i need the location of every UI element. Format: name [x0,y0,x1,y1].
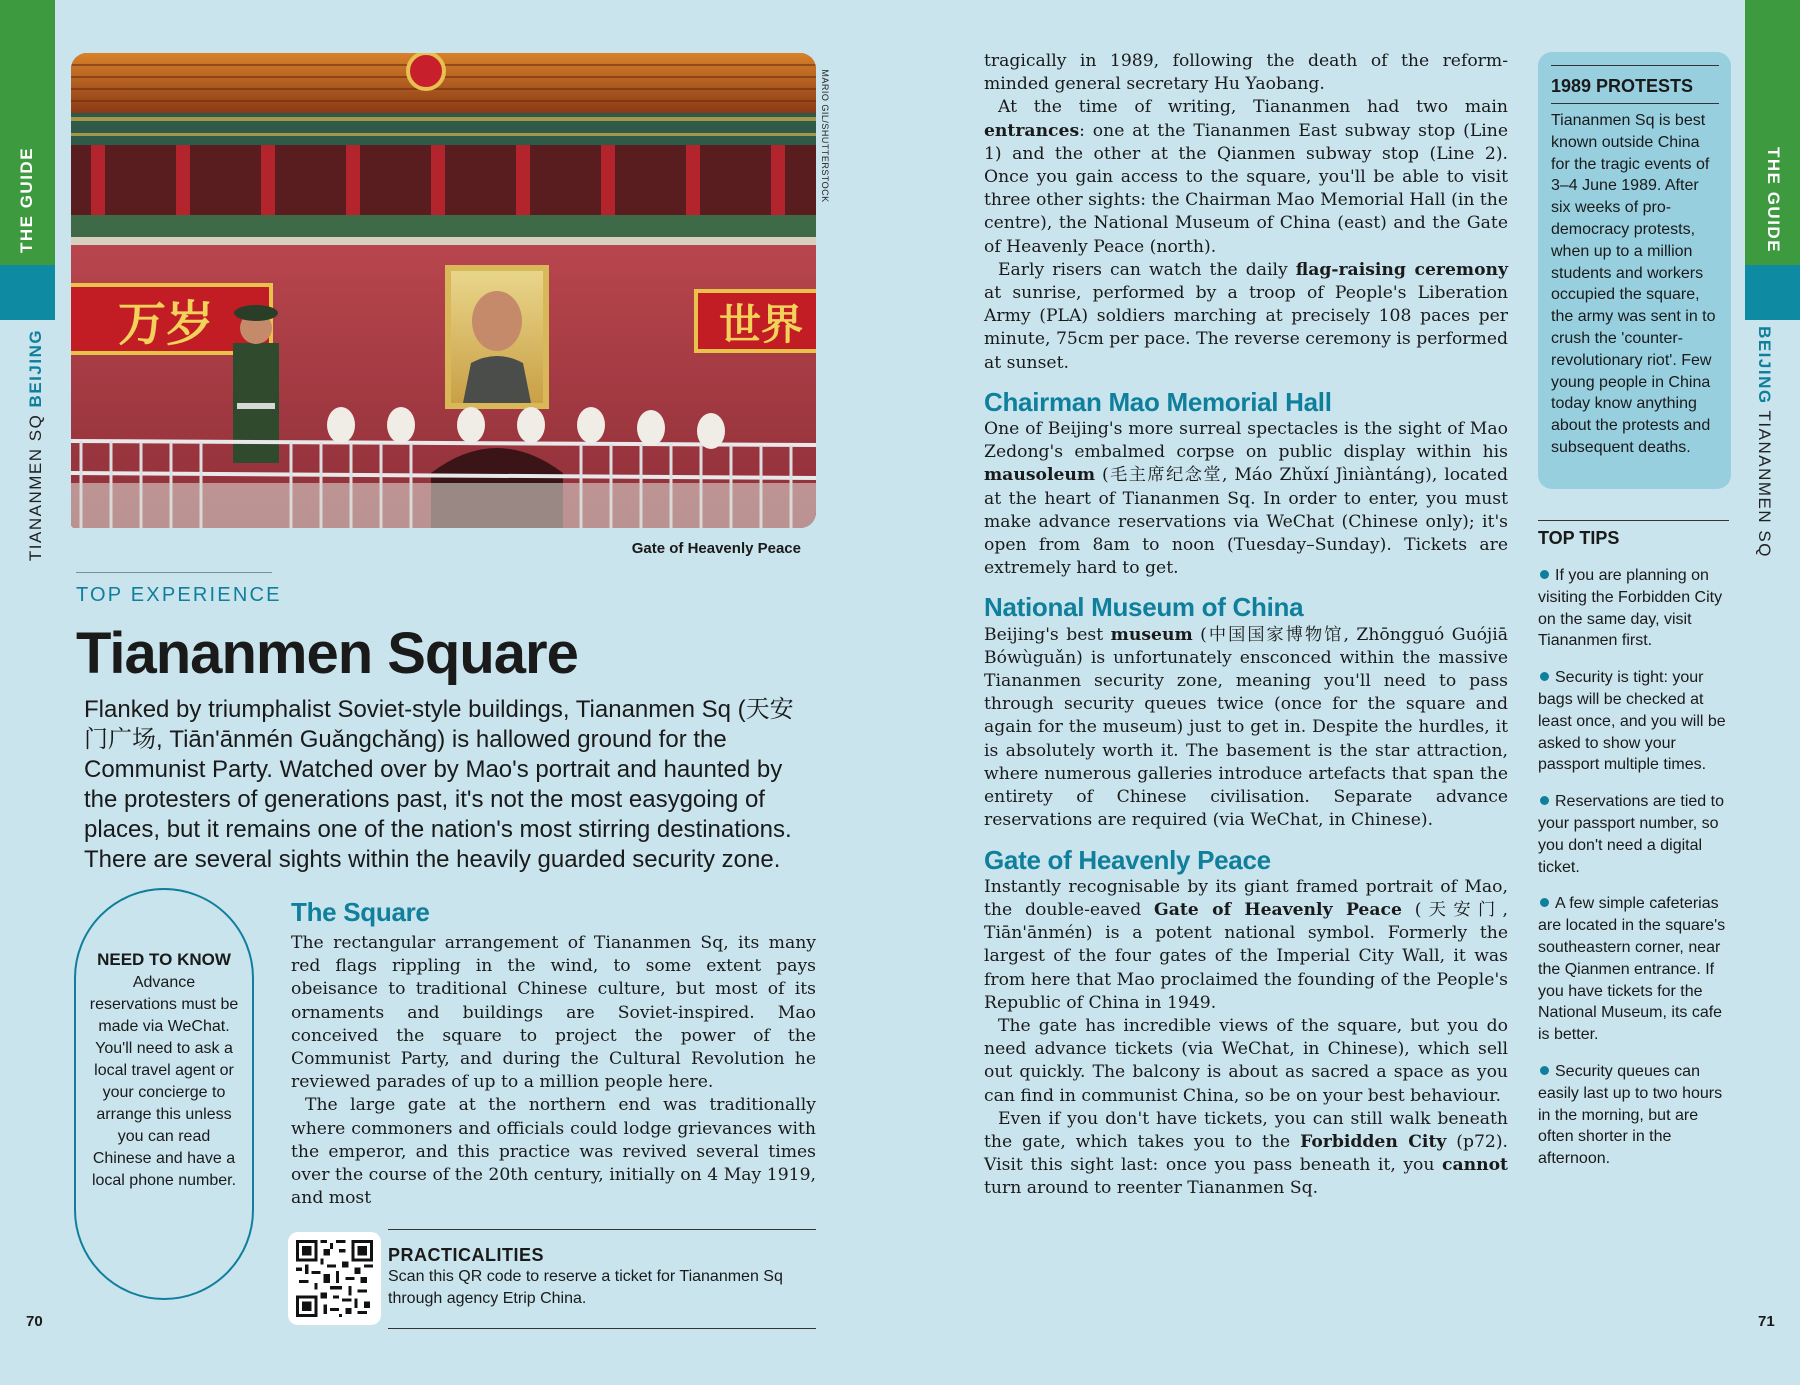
right-guide-label: THE GUIDE [1764,146,1783,254]
flag-raising-paragraph: Early risers can watch the daily flag-raising ceremony at sunrise, performed by a troop of People's Liberation Army (PLA) soldiers marching at precisely 108 paces per minute, 75cm per pace. The reverse ceremony is performed at sunset. [984,259,1509,373]
protests-heading: 1989 PROTESTS [1551,65,1719,104]
square-section [291,897,816,1210]
practicalities-heading: PRACTICALITIES [388,1245,545,1265]
flag-raising-bold: flag-raising ceremony [1295,259,1509,280]
top-tips-list [1538,565,1733,1185]
tip-item: Security is tight: your bags will be checked at least once, and you will be asked to show your passport multiple times. [1538,669,1726,774]
museum-paragraph: Beijing's best museum (中国国家博物馆, Zhōngguó Guójiā Bówùguǎn) is unfortunately ensconced within the massive Tiananmen security zone, meaning you'll need to pass through security queues twice (once for the square and again for the museum) just to get in. Despite the hurdles, it is absolutely worth it. The basement is the star attraction, where numerous galleries introduce artefacts that span the entirety of Chinese civilisation. Separate advance reservations are required (via WeChat, in Chinese). [984,624,1508,831]
need-to-know-body: Advance reservations must be made via WeChat. You'll need to ask a local travel agent or your concierge to arrange this unless you can read Chinese and have a local phone number. [89,974,239,1189]
tip-item: If you are planning on visiting the Forbidden City on the same day, visit Tiananmen first. [1538,567,1723,650]
bullet-icon [1540,672,1549,681]
gate-paragraph-1: Instantly recognisable by its giant framed portrait of Mao, the double-eaved Gate of Heavenly Peace (天安门, Tiān'ānmén) is a potent national symbol. Formerly the largest of the four gates of the Imperial City Wall, it was from here that Mao proclaimed the founding of the People's Republic of China in 1949. [984,876,1508,1013]
right-section-tab [1745,265,1800,320]
bullet-icon [1540,570,1549,579]
cannot-bold: cannot [1442,1155,1508,1176]
page-title: Tiananmen Square [76,621,578,686]
tip-item: A few simple cafeterias are located in the square's southeastern corner, near the Qianmen entrance. If you have tickets for the National Museum, its cafe is better. [1538,895,1726,1044]
right-section-label: TIANANMEN SQ [1755,410,1774,558]
kicker-rule [76,572,272,573]
gate-bold: Gate of Heavenly Peace [1154,899,1402,920]
left-guide-tab [0,0,55,265]
mao-hall-heading: Chairman Mao Memorial Hall [984,386,1332,417]
right-city-label: BEIJING [1755,326,1774,405]
intro-paragraph: Flanked by triumphalist Soviet-style buildings, Tiananmen Sq (天安门广场, Tiān'ānmén Guǎngchǎng) is hallowed ground for the Communist Party. Watched over by Mao's portrait and haunted by the protesters of generations past, it's not the most easygoing of places, but it remains one of the nation's most stirring destinations. There are several sights within the heavily guarded security zone. [84,696,794,873]
bullet-icon [1540,1066,1549,1075]
photo-credit: MARIO GIL/SHUTTERSTOCK [820,69,830,203]
entrances-bold: entrances [984,120,1080,141]
qr-code-icon [296,1240,373,1317]
continuation-paragraph: tragically in 1989, following the death of the reform-minded general secretary Hu Yaobang. [984,51,1508,95]
left-guide-label: THE GUIDE [17,146,36,254]
square-paragraph-2: The large gate at the northern end was traditionally where commoners and officials could lodge grievances with the emperor, and this practice was revived several times over the course of the 20th century, initially on 4 May 1919, and most [291,1095,816,1209]
gate-heading: Gate of Heavenly Peace [984,844,1271,875]
photo-caption: Gate of Heavenly Peace [631,540,801,557]
left-city-label: BEIJING [26,328,45,408]
right-main-column [984,50,1508,1201]
practicalities-box [388,1245,816,1310]
square-paragraph-1: The rectangular arrangement of Tiananmen Sq, its many red flags rippling in the wind, to some extent pays obeisance to traditional Chinese culture, but most of its ornaments and buildings are Soviet-inspired. Mao conceived the square to project the power of the Communist Party, and during the Cultural Revolution he reviewed parades of up to a million people here. [291,933,816,1093]
practicalities-bottom-rule [388,1328,816,1329]
page-number-right: 71 [1758,1313,1775,1330]
left-running-head [26,329,46,561]
right-running-head [1754,326,1774,558]
gate-of-heavenly-peace-image [71,53,816,528]
protests-body: Tiananmen Sq is best known outside China for the tragic events of 3–4 June 1989. After six weeks of pro-democracy protests, when up to a million students and workers occupied the square, the army was sent in to crush the 'counter-revolutionary riot'. Few young people in China today know anything about the protests and subsequent deaths. [1551,112,1716,456]
page-number-left: 70 [26,1313,43,1330]
gate-paragraph-3: Even if you don't have tickets, you can still walk beneath the gate, which takes you to the Forbidden City (p72). Visit this sight last: once you pass beneath it, you cannot turn around to reenter Tiananmen Sq. [984,1108,1509,1199]
tip-item: Reservations are tied to your passport number, so you don't need a digital ticket. [1538,793,1724,876]
bullet-icon [1540,796,1549,805]
need-to-know-box [74,888,254,1300]
kicker: TOP EXPERIENCE [76,584,282,606]
top-tips-rule [1538,520,1729,521]
museum-heading: National Museum of China [984,592,1304,623]
protests-box [1538,52,1731,489]
qr-code[interactable] [288,1232,381,1325]
bullet-icon [1540,898,1549,907]
square-heading: The Square [291,897,430,927]
left-section-tab [0,265,55,320]
sign-right-text: 世界 [718,300,804,349]
practicalities-top-rule [388,1229,816,1230]
tip-item: Security queues can easily last up to two hours in the morning, but are often shorter in the afternoon. [1538,1062,1723,1168]
gate-paragraph-2: The gate has incredible views of the square, but you do need advance tickets (via WeChat, in Chinese), which sell out quickly. The balcony is about as sacred a space as you can find in communist China, so be on your best behaviour. [984,1015,1508,1106]
need-to-know-heading: NEED TO KNOW [97,950,231,969]
right-guide-tab [1745,0,1800,265]
practicalities-body: Scan this QR code to reserve a ticket for Tiananmen Sq through agency Etrip China. [388,1268,783,1307]
entrances-paragraph: At the time of writing, Tiananmen had two main entrances: one at the Tiananmen East subway stop (Line 1) and the other at the Qianmen subway stop (Line 2). Once you gain access to the square, you'll be able to visit three other sights: the Chairman Mao Memorial Hall (in the centre), the National Museum of China (east) and the Gate of Heavenly Peace (north). [984,97,1508,257]
mausoleum-bold: mausoleum [984,465,1096,486]
sign-left-text: 万岁 [117,296,215,352]
left-section-label: TIANANMEN SQ [26,413,45,562]
mao-hall-paragraph: One of Beijing's more surreal spectacles is the sight of Mao Zedong's embalmed corpse on public display within his mausoleum (毛主席纪念堂, Máo Zhǔxí Jìniàntáng), located at the heart of Tiananmen Sq. In order to enter, you must make advance reservations via WeChat (Chinese only); it's open from 8am to noon (Tuesday–Sunday). Tickets are extremely hard to get. [984,419,1508,579]
forbidden-city-bold: Forbidden City [1300,1131,1447,1152]
gate-photo [71,53,816,528]
museum-bold: museum [1110,624,1193,645]
top-tips-heading: TOP TIPS [1538,528,1620,548]
